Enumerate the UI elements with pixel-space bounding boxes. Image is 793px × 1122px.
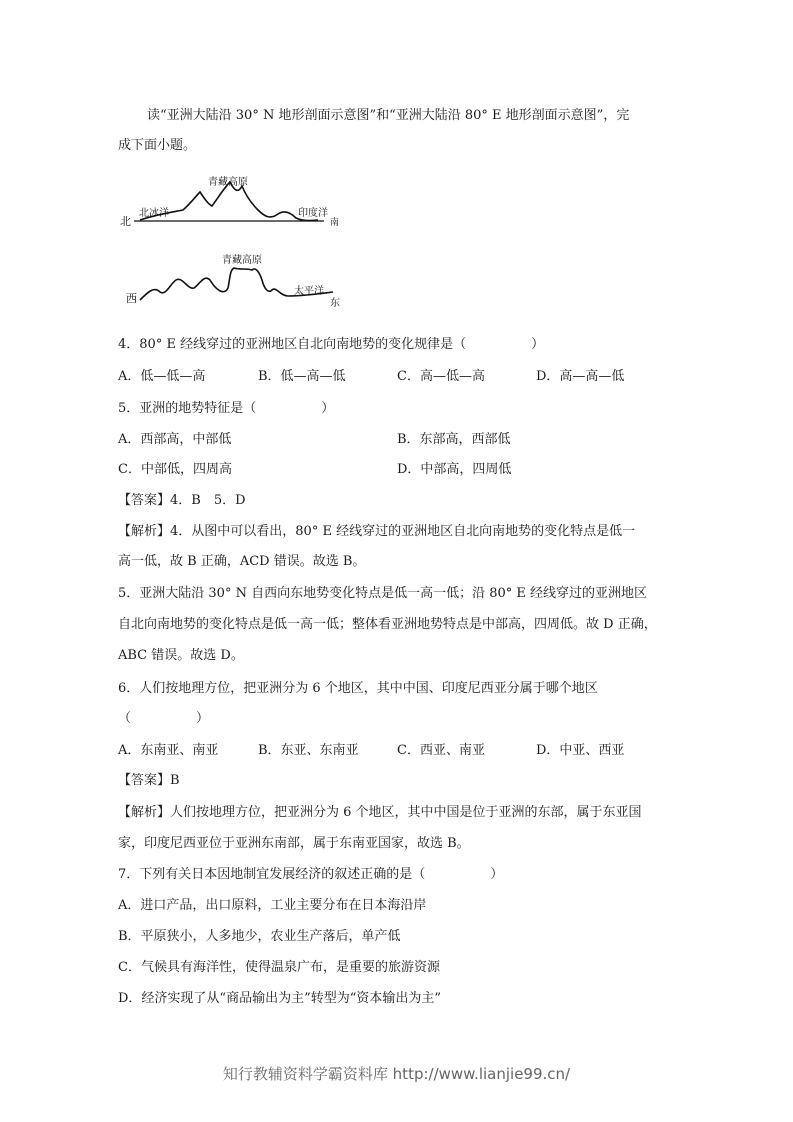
figure2-peak-label: 青藏高原 [222, 255, 262, 266]
answer-4-5: 【答案】4．B 5．D [118, 493, 246, 508]
q6-option-b: B．东亚、东南亚 [258, 743, 359, 758]
footer-watermark: 知行教辅资料学霸资料库 http://www.lianjie99.cn/ [222, 1065, 571, 1083]
analysis-4-5-line-5: ABC 错误。故选 D。 [118, 648, 244, 663]
figure1-left-label: 北 [120, 215, 131, 228]
q6-option-c: C．西亚、南亚 [397, 743, 485, 758]
profile-figure-80E [118, 250, 358, 312]
figure2-sea-right-label: 太平洋 [294, 286, 324, 297]
profile-figure-30N [118, 170, 358, 232]
figure1-sea-right-label: 印度洋 [298, 208, 328, 219]
analysis-4-5-line-3: 5．亚洲大陆沿 30° N 自西向东地势变化特点是低一高一低；沿 80° E 经线穿过的亚洲地区 [118, 586, 648, 601]
q5-option-b: B．东部高，西部低 [397, 432, 511, 447]
q6-option-a: A．东南亚、南亚 [118, 743, 219, 758]
figure1-peak-label: 青藏高原 [208, 177, 248, 188]
q7-option-b: B．平原狭小，人多地少，农业生产落后，单产低 [118, 929, 401, 944]
analysis-4-5-line-2: 高一低，故 B 正确，ACD 错误。故选 B。 [118, 554, 366, 569]
q6-stem: 6．人们按地理方位，把亚洲分为 6 个地区，其中中国、印度尼西亚分属于哪个地区 [118, 681, 598, 696]
analysis-4-5-line-4: 自北向南地势的变化特点是低一高一低；整体看亚洲地势特点是中部高，四周低。故 D 正确， [118, 617, 657, 632]
q7-option-d: D．经济实现了从“商品输出为主”转型为“资本输出为主” [118, 991, 442, 1006]
answer-6: 【答案】B [118, 773, 180, 788]
figure2-left-label: 西 [126, 292, 137, 305]
q4-option-a: A．低—低—高 [118, 369, 206, 384]
q6-option-d: D．中亚、西亚 [536, 743, 625, 758]
analysis-4-5-line-1: 【解析】4．从图中可以看出，80° E 经线穿过的亚洲地区自北向南地势的变化特点是低一 [118, 524, 636, 539]
intro-line-1: 读“亚洲大陆沿 30° N 地形剖面示意图”和“亚洲大陆沿 80° E 地形剖面示意图”，完 [147, 108, 630, 123]
q4-option-c: C．高—低—高 [397, 369, 485, 384]
figure1-sea-left-label: 北冰洋 [139, 208, 169, 219]
q5-option-d: D．中部高，四周低 [397, 462, 512, 477]
q5-stem: 5．亚洲的地势特征是（ ） [118, 401, 335, 416]
q4-option-d: D．高—高—低 [536, 369, 625, 384]
q5-option-c: C．中部低，四周高 [118, 462, 232, 477]
analysis-6-line-2: 家，印度尼西亚位于亚洲东南部，属于东南亚国家，故选 B。 [118, 836, 470, 851]
figure2-right-label: 东 [330, 298, 340, 309]
intro-line-2: 成下面小题。 [118, 138, 197, 153]
q7-option-c: C．气候具有海洋性，使得温泉广布，是重要的旅游资源 [118, 960, 440, 975]
analysis-6-line-1: 【解析】人们按地理方位，把亚洲分为 6 个地区，其中中国是位于亚洲的东部，属于东亚国 [118, 805, 642, 820]
q6-paren: （ ） [118, 711, 210, 726]
q4-option-b: B．低—高—低 [258, 369, 346, 384]
q5-option-a: A．西部高，中部低 [118, 432, 232, 447]
figure1-right-label: 南 [330, 218, 340, 228]
q4-stem: 4．80° E 经线穿过的亚洲地区自北向南地势的变化规律是（ ） [118, 337, 545, 352]
q7-option-a: A．进口产品，出口原料，工业主要分布在日本海沿岸 [118, 898, 427, 913]
q7-stem: 7．下列有关日本因地制宜发展经济的叙述正确的是（ ） [118, 867, 504, 882]
